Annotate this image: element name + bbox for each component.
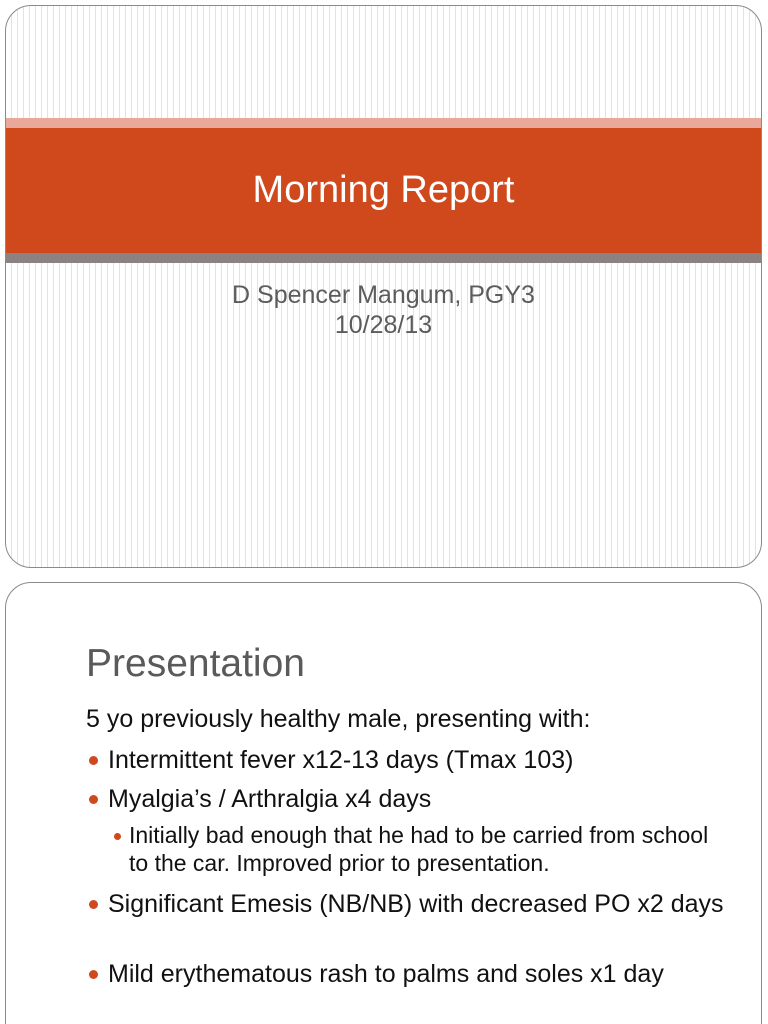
slide-subtitle [6, 280, 761, 340]
bullet-text: Mild erythematous rash to palms and soles x1 day [108, 960, 664, 988]
slide-heading: Presentation [86, 642, 305, 685]
date-line: 10/28/13 [334, 311, 433, 339]
title-slide[interactable] [5, 5, 762, 568]
bullet-item [86, 887, 726, 921]
sub-bullet-item [112, 821, 712, 877]
bullet-text: Intermittent fever x12-13 days (Tmax 103) [108, 746, 574, 774]
slide-title: Morning Report [252, 169, 515, 211]
bullet-dot-icon [89, 970, 98, 979]
lead-text: 5 yo previously healthy male, presenting with: [86, 705, 591, 733]
title-bottom-stripe [6, 253, 761, 263]
bullet-dot-icon [89, 795, 98, 804]
bullet-dot-icon [89, 756, 98, 765]
bullet-item [86, 743, 726, 777]
bullet-item [86, 782, 726, 816]
bullet-text: Myalgia’s / Arthralgia x4 days [108, 785, 432, 813]
title-top-stripe [6, 118, 761, 128]
bullet-text: Significant Emesis (NB/NB) with decreased PO x2 days [108, 890, 724, 918]
presentation-slide[interactable] [5, 582, 762, 1024]
bullet-dot-icon [89, 900, 98, 909]
bullet-item [86, 957, 726, 991]
sub-bullet-text: Initially bad enough that he had to be carried from school to the car. Improved prior to presentation. [129, 822, 709, 876]
author-line: D Spencer Mangum, PGY3 [232, 281, 535, 309]
sub-bullet-dot-icon [114, 833, 121, 840]
